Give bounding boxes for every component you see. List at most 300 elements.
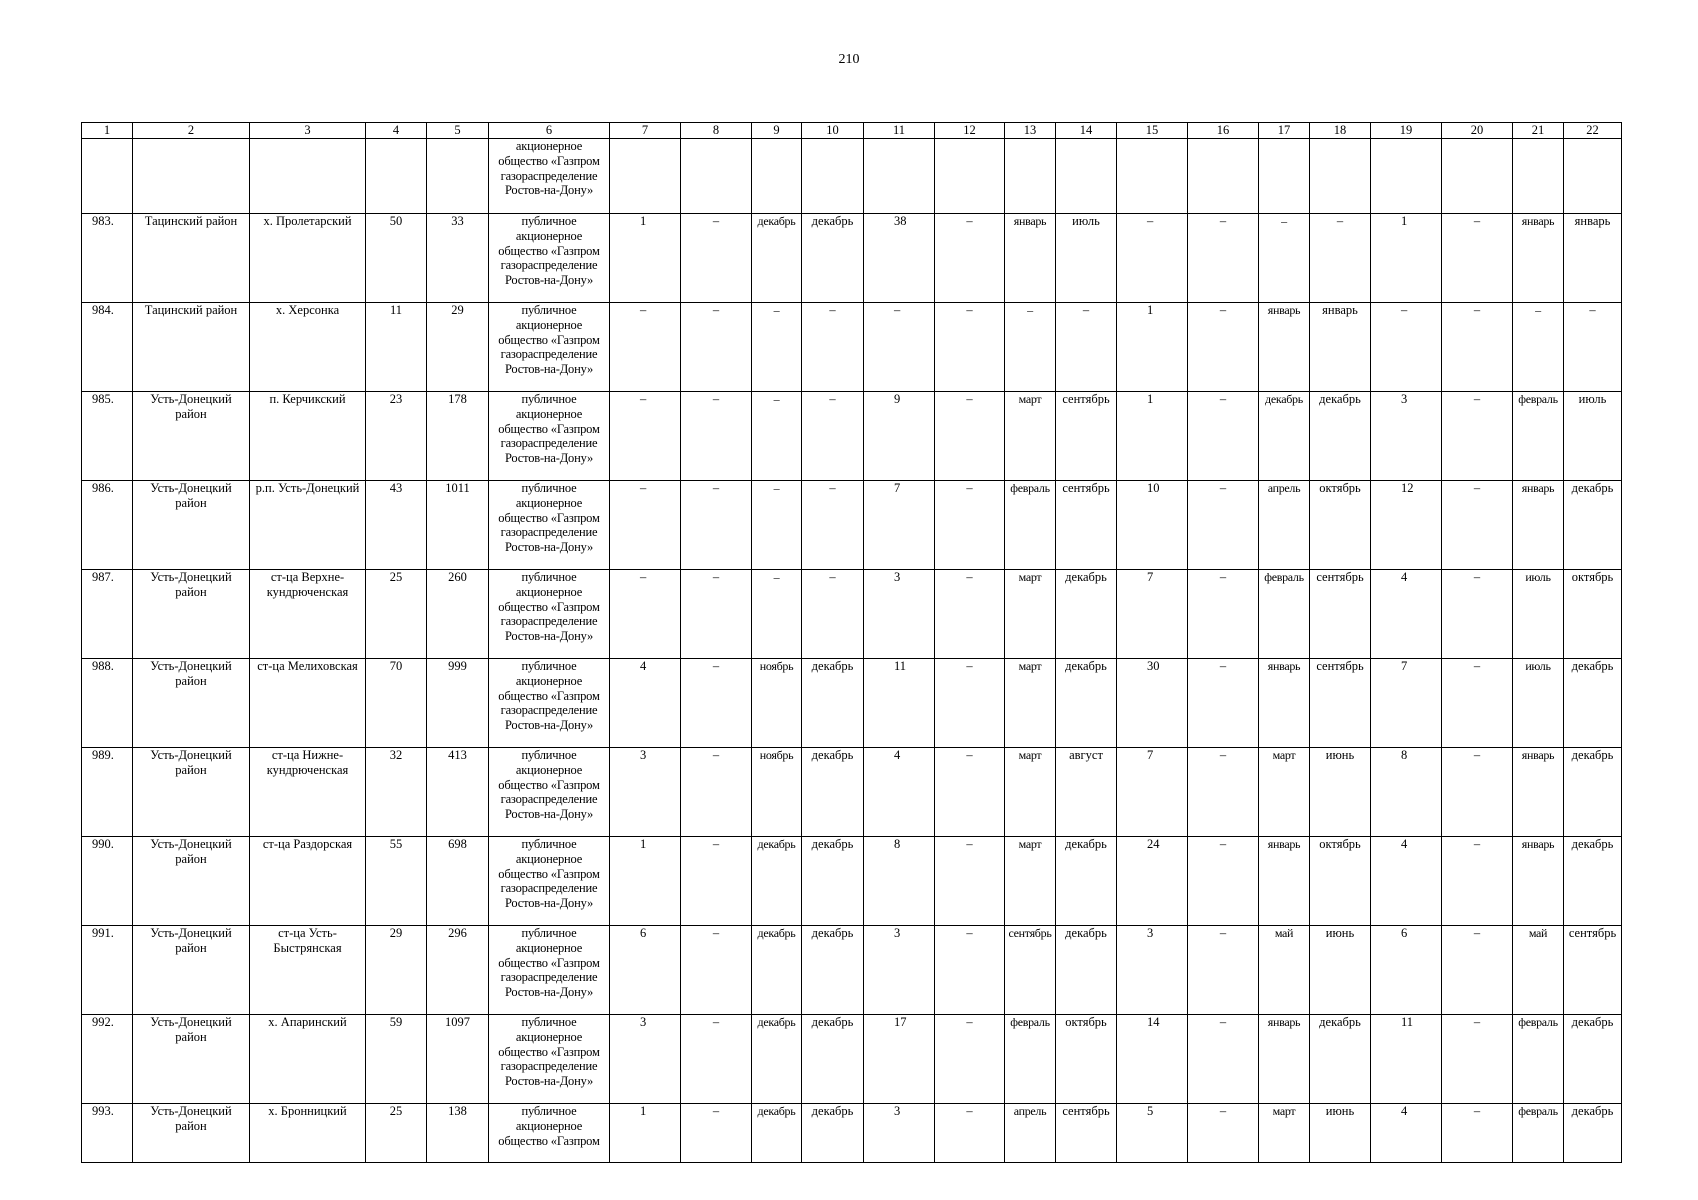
cell-col-14	[1056, 139, 1117, 214]
cell-col-12: –	[935, 748, 1005, 837]
cell-col-7: –	[610, 392, 681, 481]
cell-col-10: декабрь	[802, 926, 864, 1015]
cell-col-14: октябрь	[1056, 1015, 1117, 1104]
cell-col-20	[1442, 139, 1513, 214]
cell-col-13: март	[1005, 837, 1056, 926]
cell-col-11: 17	[864, 1015, 935, 1104]
column-header-7: 7	[610, 123, 681, 139]
cell-col-4: 25	[366, 1104, 427, 1163]
cell-col-11: 9	[864, 392, 935, 481]
cell-col-20: –	[1442, 1104, 1513, 1163]
cell-col-9: ноябрь	[752, 748, 802, 837]
cell-col-18: октябрь	[1310, 481, 1371, 570]
column-header-10: 10	[802, 123, 864, 139]
cell-col-1: 992.	[82, 1015, 133, 1104]
table-body	[82, 139, 1622, 1163]
table-row	[82, 659, 1622, 748]
cell-col-3	[250, 139, 366, 214]
cell-col-10	[802, 139, 864, 214]
cell-col-20: –	[1442, 214, 1513, 303]
cell-col-12: –	[935, 659, 1005, 748]
cell-col-2: Усть-Донецкий район	[133, 748, 250, 837]
cell-col-12: –	[935, 303, 1005, 392]
column-header-12: 12	[935, 123, 1005, 139]
cell-col-19: 12	[1371, 481, 1442, 570]
cell-col-22: январь	[1564, 214, 1622, 303]
cell-col-13: сентябрь	[1005, 926, 1056, 1015]
cell-col-11: 7	[864, 481, 935, 570]
cell-col-16: –	[1188, 214, 1259, 303]
cell-col-2: Усть-Донецкий район	[133, 570, 250, 659]
cell-col-20: –	[1442, 659, 1513, 748]
cell-col-12: –	[935, 1104, 1005, 1163]
cell-col-5: 413	[427, 748, 489, 837]
cell-col-9: –	[752, 392, 802, 481]
cell-col-11: 3	[864, 570, 935, 659]
cell-col-22: декабрь	[1564, 481, 1622, 570]
cell-col-19: 7	[1371, 659, 1442, 748]
cell-col-21: февраль	[1513, 1015, 1564, 1104]
cell-col-2: Тацинский район	[133, 214, 250, 303]
cell-col-5: 178	[427, 392, 489, 481]
column-header-9: 9	[752, 123, 802, 139]
cell-col-6: публичное акционерное общество «Газпром газораспределение Ростов-на-Дону»	[489, 1015, 610, 1104]
cell-col-18	[1310, 139, 1371, 214]
cell-col-13: апрель	[1005, 1104, 1056, 1163]
cell-col-4: 50	[366, 214, 427, 303]
cell-col-21	[1513, 139, 1564, 214]
cell-col-18: октябрь	[1310, 837, 1371, 926]
cell-col-4: 55	[366, 837, 427, 926]
cell-col-22	[1564, 139, 1622, 214]
table-row	[82, 748, 1622, 837]
cell-col-18: июнь	[1310, 926, 1371, 1015]
cell-col-22: декабрь	[1564, 748, 1622, 837]
cell-col-15	[1117, 139, 1188, 214]
cell-col-1: 987.	[82, 570, 133, 659]
cell-col-14: декабрь	[1056, 570, 1117, 659]
cell-col-8: –	[681, 214, 752, 303]
cell-col-19: 8	[1371, 748, 1442, 837]
cell-col-3: ст-ца Нижне-кундрюченская	[250, 748, 366, 837]
cell-col-12: –	[935, 837, 1005, 926]
cell-col-10: декабрь	[802, 1104, 864, 1163]
cell-col-14: сентябрь	[1056, 481, 1117, 570]
cell-col-19: 4	[1371, 837, 1442, 926]
cell-col-19: 11	[1371, 1015, 1442, 1104]
cell-col-15: 30	[1117, 659, 1188, 748]
cell-col-5	[427, 139, 489, 214]
cell-col-3: р.п. Усть-Донецкий	[250, 481, 366, 570]
cell-col-2	[133, 139, 250, 214]
cell-col-17: апрель	[1259, 481, 1310, 570]
cell-col-21: –	[1513, 303, 1564, 392]
cell-col-10: декабрь	[802, 837, 864, 926]
cell-col-16: –	[1188, 1015, 1259, 1104]
cell-col-4: 43	[366, 481, 427, 570]
cell-col-4: 70	[366, 659, 427, 748]
cell-col-16: –	[1188, 837, 1259, 926]
cell-col-8: –	[681, 748, 752, 837]
cell-col-7: –	[610, 570, 681, 659]
cell-col-16: –	[1188, 748, 1259, 837]
cell-col-16: –	[1188, 570, 1259, 659]
cell-col-20: –	[1442, 1015, 1513, 1104]
column-header-15: 15	[1117, 123, 1188, 139]
cell-col-16: –	[1188, 392, 1259, 481]
cell-col-5: 138	[427, 1104, 489, 1163]
cell-col-6: публичное акционерное общество «Газпром газораспределение Ростов-на-Дону»	[489, 659, 610, 748]
cell-col-14: сентябрь	[1056, 1104, 1117, 1163]
cell-col-18: декабрь	[1310, 392, 1371, 481]
cell-col-5: 296	[427, 926, 489, 1015]
cell-col-1: 988.	[82, 659, 133, 748]
table-row	[82, 926, 1622, 1015]
cell-col-8: –	[681, 303, 752, 392]
column-header-19: 19	[1371, 123, 1442, 139]
cell-col-8: –	[681, 570, 752, 659]
table-row	[82, 392, 1622, 481]
table-row	[82, 481, 1622, 570]
cell-col-6: публичное акционерное общество «Газпром газораспределение Ростов-на-Дону»	[489, 392, 610, 481]
cell-col-3: п. Керчикский	[250, 392, 366, 481]
cell-col-20: –	[1442, 748, 1513, 837]
cell-col-15: 14	[1117, 1015, 1188, 1104]
cell-col-1	[82, 139, 133, 214]
cell-col-13: март	[1005, 570, 1056, 659]
cell-col-6: акционерное общество «Газпром газораспределение Ростов-на-Дону»	[489, 139, 610, 214]
cell-col-12: –	[935, 926, 1005, 1015]
column-header-6: 6	[489, 123, 610, 139]
cell-col-6: публичное акционерное общество «Газпром газораспределение Ростов-на-Дону»	[489, 748, 610, 837]
cell-col-18: июнь	[1310, 1104, 1371, 1163]
cell-col-1: 991.	[82, 926, 133, 1015]
gasification-table	[81, 122, 1622, 1163]
column-header-14: 14	[1056, 123, 1117, 139]
cell-col-14: сентябрь	[1056, 392, 1117, 481]
cell-col-12: –	[935, 1015, 1005, 1104]
cell-col-21: январь	[1513, 214, 1564, 303]
cell-col-2: Усть-Донецкий район	[133, 926, 250, 1015]
cell-col-16: –	[1188, 303, 1259, 392]
cell-col-22: сентябрь	[1564, 926, 1622, 1015]
cell-col-5: 1097	[427, 1015, 489, 1104]
cell-col-10: –	[802, 303, 864, 392]
header-row	[82, 123, 1622, 139]
cell-col-3: х. Апаринский	[250, 1015, 366, 1104]
cell-col-13: февраль	[1005, 1015, 1056, 1104]
cell-col-18: –	[1310, 214, 1371, 303]
cell-col-12: –	[935, 570, 1005, 659]
cell-col-2: Усть-Донецкий район	[133, 837, 250, 926]
cell-col-16	[1188, 139, 1259, 214]
cell-col-17: март	[1259, 748, 1310, 837]
cell-col-21: январь	[1513, 748, 1564, 837]
cell-col-17: январь	[1259, 1015, 1310, 1104]
cell-col-7: –	[610, 481, 681, 570]
column-header-11: 11	[864, 123, 935, 139]
cell-col-2: Усть-Донецкий район	[133, 481, 250, 570]
column-header-21: 21	[1513, 123, 1564, 139]
cell-col-18: январь	[1310, 303, 1371, 392]
cell-col-15: 3	[1117, 926, 1188, 1015]
cell-col-21: январь	[1513, 481, 1564, 570]
cell-col-2: Тацинский район	[133, 303, 250, 392]
cell-col-10: декабрь	[802, 748, 864, 837]
cell-col-15: 5	[1117, 1104, 1188, 1163]
cell-col-17: январь	[1259, 837, 1310, 926]
cell-col-5: 33	[427, 214, 489, 303]
cell-col-3: х. Херсонка	[250, 303, 366, 392]
cell-col-7: 6	[610, 926, 681, 1015]
cell-col-6: публичное акционерное общество «Газпром газораспределение Ростов-на-Дону»	[489, 214, 610, 303]
cell-col-5: 29	[427, 303, 489, 392]
cell-col-4	[366, 139, 427, 214]
cell-col-16: –	[1188, 926, 1259, 1015]
cell-col-11: 3	[864, 926, 935, 1015]
cell-col-8: –	[681, 1104, 752, 1163]
cell-col-10: декабрь	[802, 659, 864, 748]
cell-col-18: декабрь	[1310, 1015, 1371, 1104]
cell-col-2: Усть-Донецкий район	[133, 392, 250, 481]
cell-col-19: 1	[1371, 214, 1442, 303]
cell-col-17: март	[1259, 1104, 1310, 1163]
cell-col-22: июль	[1564, 392, 1622, 481]
column-header-2: 2	[133, 123, 250, 139]
cell-col-4: 29	[366, 926, 427, 1015]
cell-col-16: –	[1188, 481, 1259, 570]
cell-col-7: 4	[610, 659, 681, 748]
cell-col-13: март	[1005, 659, 1056, 748]
cell-col-9: ноябрь	[752, 659, 802, 748]
cell-col-1: 986.	[82, 481, 133, 570]
cell-col-17: май	[1259, 926, 1310, 1015]
cell-col-14: июль	[1056, 214, 1117, 303]
column-header-4: 4	[366, 123, 427, 139]
cell-col-5: 260	[427, 570, 489, 659]
cell-col-15: –	[1117, 214, 1188, 303]
cell-col-4: 32	[366, 748, 427, 837]
cell-col-18: июнь	[1310, 748, 1371, 837]
cell-col-11: 38	[864, 214, 935, 303]
cell-col-7: 3	[610, 748, 681, 837]
cell-col-6: публичное акционерное общество «Газпром	[489, 1104, 610, 1163]
cell-col-21: июль	[1513, 659, 1564, 748]
cell-col-5: 698	[427, 837, 489, 926]
cell-col-9: декабрь	[752, 837, 802, 926]
cell-col-1: 985.	[82, 392, 133, 481]
cell-col-10: декабрь	[802, 214, 864, 303]
column-header-1: 1	[82, 123, 133, 139]
cell-col-3: ст-ца Раздорская	[250, 837, 366, 926]
table-row	[82, 1015, 1622, 1104]
cell-col-17: декабрь	[1259, 392, 1310, 481]
cell-col-18: сентябрь	[1310, 659, 1371, 748]
cell-col-10: декабрь	[802, 1015, 864, 1104]
cell-col-7: 1	[610, 837, 681, 926]
cell-col-21: май	[1513, 926, 1564, 1015]
cell-col-22: октябрь	[1564, 570, 1622, 659]
column-header-17: 17	[1259, 123, 1310, 139]
cell-col-12: –	[935, 481, 1005, 570]
cell-col-14: август	[1056, 748, 1117, 837]
cell-col-13: февраль	[1005, 481, 1056, 570]
cell-col-6: публичное акционерное общество «Газпром газораспределение Ростов-на-Дону»	[489, 926, 610, 1015]
cell-col-1: 989.	[82, 748, 133, 837]
cell-col-8: –	[681, 392, 752, 481]
cell-col-22: декабрь	[1564, 837, 1622, 926]
cell-col-5: 1011	[427, 481, 489, 570]
cell-col-19: 3	[1371, 392, 1442, 481]
cell-col-7: –	[610, 303, 681, 392]
cell-col-22: декабрь	[1564, 1015, 1622, 1104]
cell-col-19: 4	[1371, 570, 1442, 659]
column-header-22: 22	[1564, 123, 1622, 139]
cell-col-12: –	[935, 392, 1005, 481]
cell-col-10: –	[802, 392, 864, 481]
column-header-13: 13	[1005, 123, 1056, 139]
cell-col-19: 4	[1371, 1104, 1442, 1163]
cell-col-17	[1259, 139, 1310, 214]
cell-col-8	[681, 139, 752, 214]
cell-col-2: Усть-Донецкий район	[133, 1104, 250, 1163]
cell-col-8: –	[681, 481, 752, 570]
cell-col-2: Усть-Донецкий район	[133, 1015, 250, 1104]
cell-col-18: сентябрь	[1310, 570, 1371, 659]
cell-col-9: –	[752, 303, 802, 392]
cell-col-20: –	[1442, 837, 1513, 926]
cell-col-15: 1	[1117, 303, 1188, 392]
cell-col-3: ст-ца Мелиховская	[250, 659, 366, 748]
column-header-3: 3	[250, 123, 366, 139]
cell-col-21: февраль	[1513, 1104, 1564, 1163]
cell-col-9	[752, 139, 802, 214]
page-number: 210	[838, 52, 860, 67]
cell-col-15: 24	[1117, 837, 1188, 926]
cell-col-21: июль	[1513, 570, 1564, 659]
cell-col-9: –	[752, 481, 802, 570]
cell-col-19: –	[1371, 303, 1442, 392]
cell-col-20: –	[1442, 481, 1513, 570]
cell-col-8: –	[681, 659, 752, 748]
cell-col-21: февраль	[1513, 392, 1564, 481]
cell-col-9: декабрь	[752, 1015, 802, 1104]
column-header-16: 16	[1188, 123, 1259, 139]
cell-col-19	[1371, 139, 1442, 214]
cell-col-6: публичное акционерное общество «Газпром газораспределение Ростов-на-Дону»	[489, 837, 610, 926]
cell-col-17: январь	[1259, 303, 1310, 392]
cell-col-20: –	[1442, 392, 1513, 481]
cell-col-3: ст-ца Усть-Быстрянская	[250, 926, 366, 1015]
cell-col-7: 1	[610, 214, 681, 303]
cell-col-13: –	[1005, 303, 1056, 392]
cell-col-9: декабрь	[752, 214, 802, 303]
cell-col-3: х. Пролетарский	[250, 214, 366, 303]
cell-col-13: март	[1005, 392, 1056, 481]
cell-col-10: –	[802, 570, 864, 659]
cell-col-15: 7	[1117, 748, 1188, 837]
cell-col-19: 6	[1371, 926, 1442, 1015]
cell-col-15: 7	[1117, 570, 1188, 659]
cell-col-5: 999	[427, 659, 489, 748]
table-row-continuation	[82, 139, 1622, 214]
cell-col-11: 11	[864, 659, 935, 748]
cell-col-7: 3	[610, 1015, 681, 1104]
cell-col-4: 25	[366, 570, 427, 659]
cell-col-17: январь	[1259, 659, 1310, 748]
table-row	[82, 303, 1622, 392]
cell-col-12	[935, 139, 1005, 214]
cell-col-11: 3	[864, 1104, 935, 1163]
cell-col-4: 11	[366, 303, 427, 392]
cell-col-16: –	[1188, 659, 1259, 748]
cell-col-7	[610, 139, 681, 214]
cell-col-15: 1	[1117, 392, 1188, 481]
cell-col-9: декабрь	[752, 926, 802, 1015]
cell-col-8: –	[681, 837, 752, 926]
cell-col-11	[864, 139, 935, 214]
cell-col-4: 59	[366, 1015, 427, 1104]
cell-col-14: декабрь	[1056, 659, 1117, 748]
cell-col-4: 23	[366, 392, 427, 481]
table-row-partial	[82, 1104, 1622, 1163]
cell-col-22: –	[1564, 303, 1622, 392]
cell-col-22: декабрь	[1564, 659, 1622, 748]
cell-col-6: публичное акционерное общество «Газпром газораспределение Ростов-на-Дону»	[489, 303, 610, 392]
cell-col-20: –	[1442, 303, 1513, 392]
cell-col-11: 8	[864, 837, 935, 926]
cell-col-3: х. Бронницкий	[250, 1104, 366, 1163]
cell-col-20: –	[1442, 570, 1513, 659]
cell-col-22: декабрь	[1564, 1104, 1622, 1163]
table-row	[82, 570, 1622, 659]
cell-col-11: –	[864, 303, 935, 392]
cell-col-8: –	[681, 926, 752, 1015]
cell-col-20: –	[1442, 926, 1513, 1015]
column-header-20: 20	[1442, 123, 1513, 139]
cell-col-13: январь	[1005, 214, 1056, 303]
cell-col-1: 984.	[82, 303, 133, 392]
cell-col-8: –	[681, 1015, 752, 1104]
cell-col-1: 990.	[82, 837, 133, 926]
cell-col-11: 4	[864, 748, 935, 837]
cell-col-16: –	[1188, 1104, 1259, 1163]
cell-col-12: –	[935, 214, 1005, 303]
cell-col-1: 983.	[82, 214, 133, 303]
cell-col-10: –	[802, 481, 864, 570]
column-header-18: 18	[1310, 123, 1371, 139]
cell-col-14: декабрь	[1056, 837, 1117, 926]
cell-col-9: –	[752, 570, 802, 659]
cell-col-3: ст-ца Верхне-кундрюченская	[250, 570, 366, 659]
table-row	[82, 214, 1622, 303]
cell-col-6: публичное акционерное общество «Газпром газораспределение Ростов-на-Дону»	[489, 570, 610, 659]
cell-col-2: Усть-Донецкий район	[133, 659, 250, 748]
cell-col-17: –	[1259, 214, 1310, 303]
column-header-5: 5	[427, 123, 489, 139]
cell-col-7: 1	[610, 1104, 681, 1163]
cell-col-9: декабрь	[752, 1104, 802, 1163]
column-header-8: 8	[681, 123, 752, 139]
table-row	[82, 837, 1622, 926]
cell-col-21: январь	[1513, 837, 1564, 926]
cell-col-13: март	[1005, 748, 1056, 837]
cell-col-1: 993.	[82, 1104, 133, 1163]
cell-col-14: декабрь	[1056, 926, 1117, 1015]
cell-col-14: –	[1056, 303, 1117, 392]
cell-col-6: публичное акционерное общество «Газпром газораспределение Ростов-на-Дону»	[489, 481, 610, 570]
cell-col-17: февраль	[1259, 570, 1310, 659]
